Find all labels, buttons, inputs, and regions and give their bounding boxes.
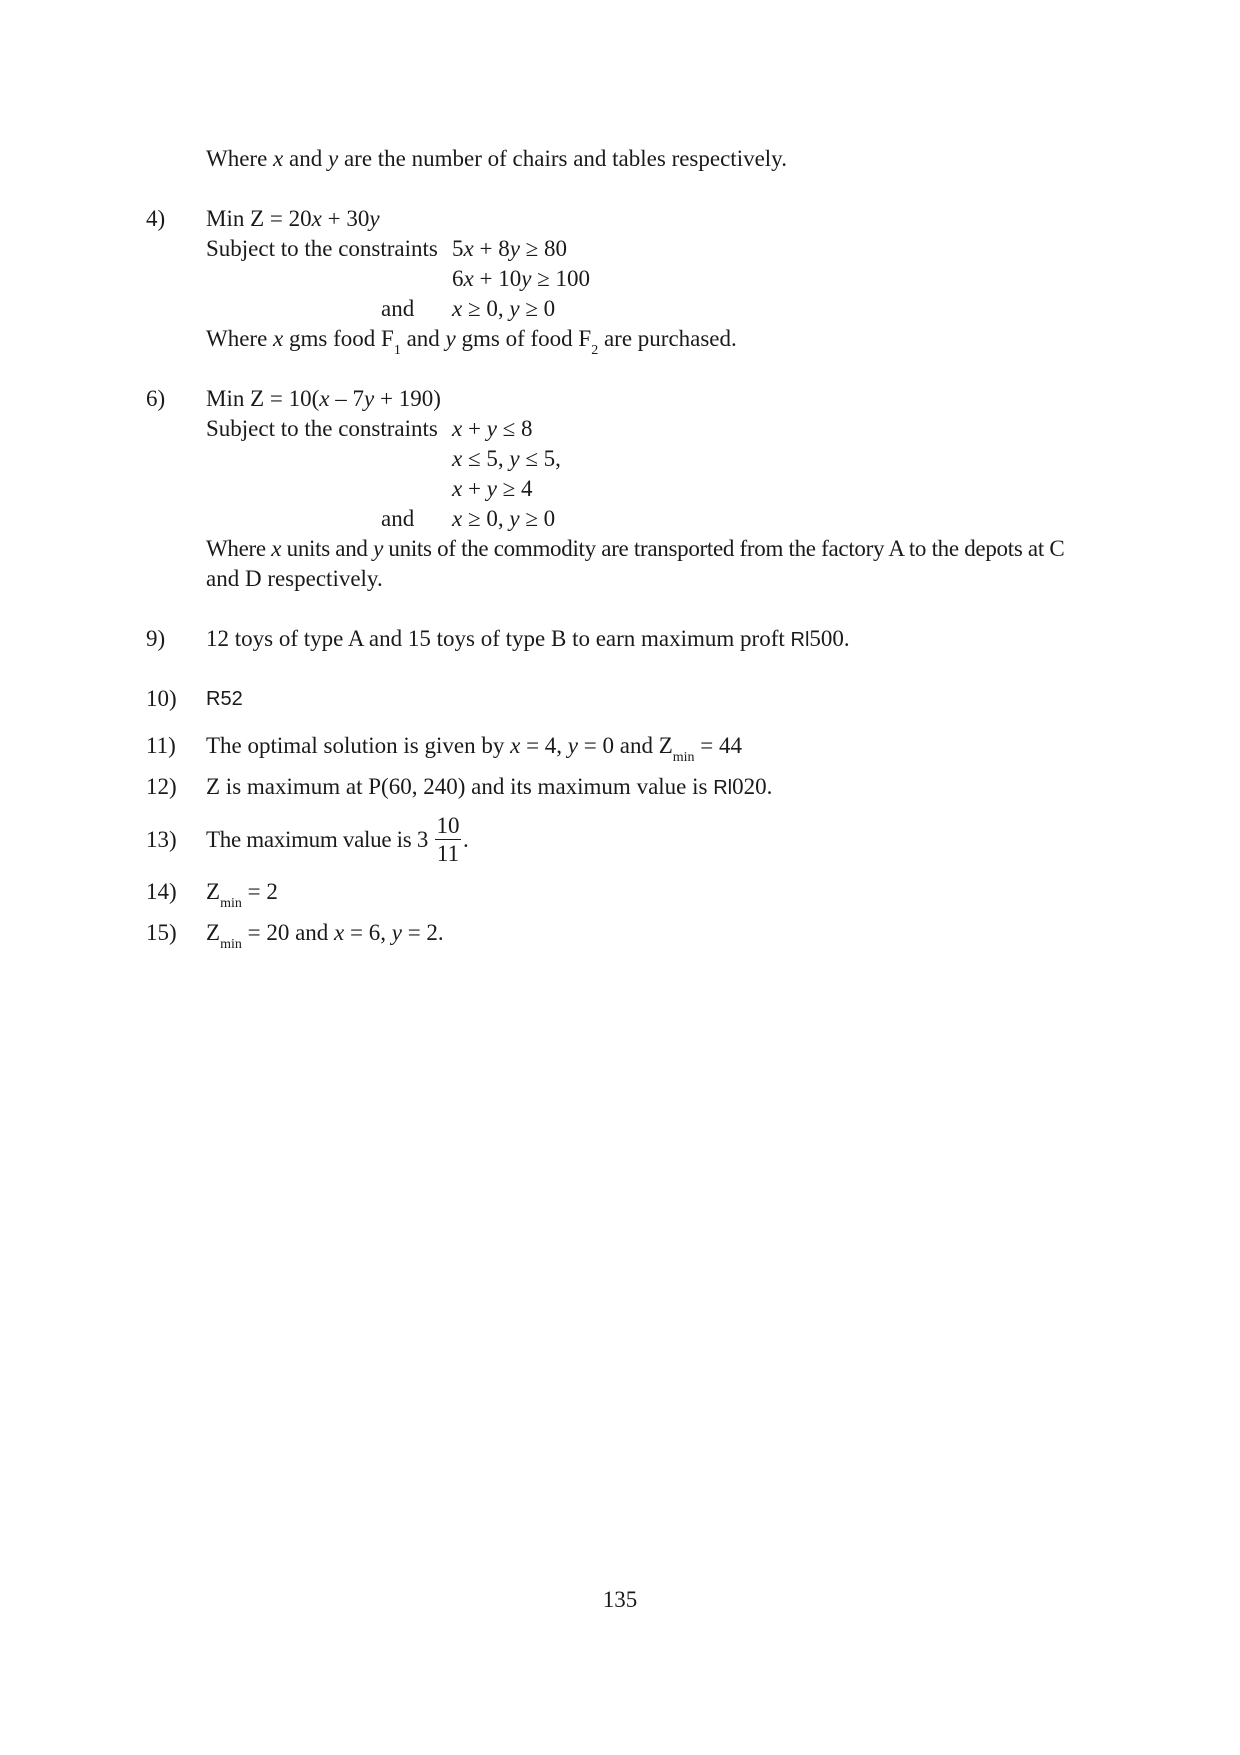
where-6-line1: Where x units and y units of the commodity are transported from the factory A to the depots at C — [206, 536, 1065, 561]
constraint-6-3: x + y ≥ 4 — [452, 476, 533, 501]
answer-9: 12 toys of type A and 15 toys of type B to earn maximum proft Rl500. — [206, 626, 850, 651]
objective-6: Min Z = 10(x – 7y + 190) — [206, 386, 441, 411]
and-label-6: and — [381, 506, 415, 531]
answer-10: R52 — [206, 688, 243, 710]
answer-12: Z is maximum at P(60, 240) and its maximum value is Rl020. — [206, 774, 773, 799]
objective-4: Min Z = 20x + 30y — [206, 206, 380, 231]
where-4: Where x gms food $F_1$ and y gms of food $F_2$ are purchased. — [206, 326, 737, 358]
constraint-6-2: x ≤ 5, y ≤ 5, — [452, 446, 561, 471]
item-number-14: 14) — [146, 879, 177, 904]
currency-symbol: Rl — [713, 777, 733, 799]
item-number-15: 15) — [146, 920, 177, 945]
answer-13: The maximum value is 3 — [206, 827, 429, 852]
constraint-6-1: x + y ≤ 8 — [452, 416, 533, 441]
intro-line: Where x and y are the number of chairs and tables respectively. — [206, 146, 787, 171]
constraint-6-4: x ≥ 0, y ≥ 0 — [452, 506, 556, 531]
item-number-12: 12) — [146, 774, 177, 799]
subject-label-4: Subject to the constraints — [206, 236, 438, 261]
item-number-9: 9) — [146, 626, 166, 651]
answer-11: The optimal solution is given by x = 4, y = 0 and $Z_{min} = 44$ — [206, 733, 743, 765]
currency-symbol: Rl — [790, 629, 810, 651]
item-number-13: 13) — [146, 827, 177, 852]
subject-label-6: Subject to the constraints — [206, 416, 438, 441]
constraint-4-2: 6x + 10y ≥ 100 — [452, 266, 591, 291]
item-number-11: 11) — [146, 733, 176, 758]
page-number: 135 — [602, 1587, 638, 1612]
constraint-4-3: x ≥ 0, y ≥ 0 — [452, 296, 556, 321]
fraction-denominator: 11 — [436, 841, 460, 866]
item-number-10: 10) — [146, 686, 177, 711]
item-number-6: 6) — [146, 386, 166, 411]
where-6-line2: and D respectively. — [206, 566, 383, 591]
item-number-4: 4) — [146, 206, 166, 231]
answer-13-period: . — [463, 827, 469, 852]
answer-14: $Z_{min} = 2$ — [206, 879, 278, 911]
and-label-4: and — [381, 296, 415, 321]
answer-15: $Z_{min} = 20$ and x = 6, y = 2. — [206, 920, 444, 952]
fraction-numerator: 10 — [436, 813, 460, 838]
constraint-4-1: 5x + 8y ≥ 80 — [452, 236, 568, 261]
